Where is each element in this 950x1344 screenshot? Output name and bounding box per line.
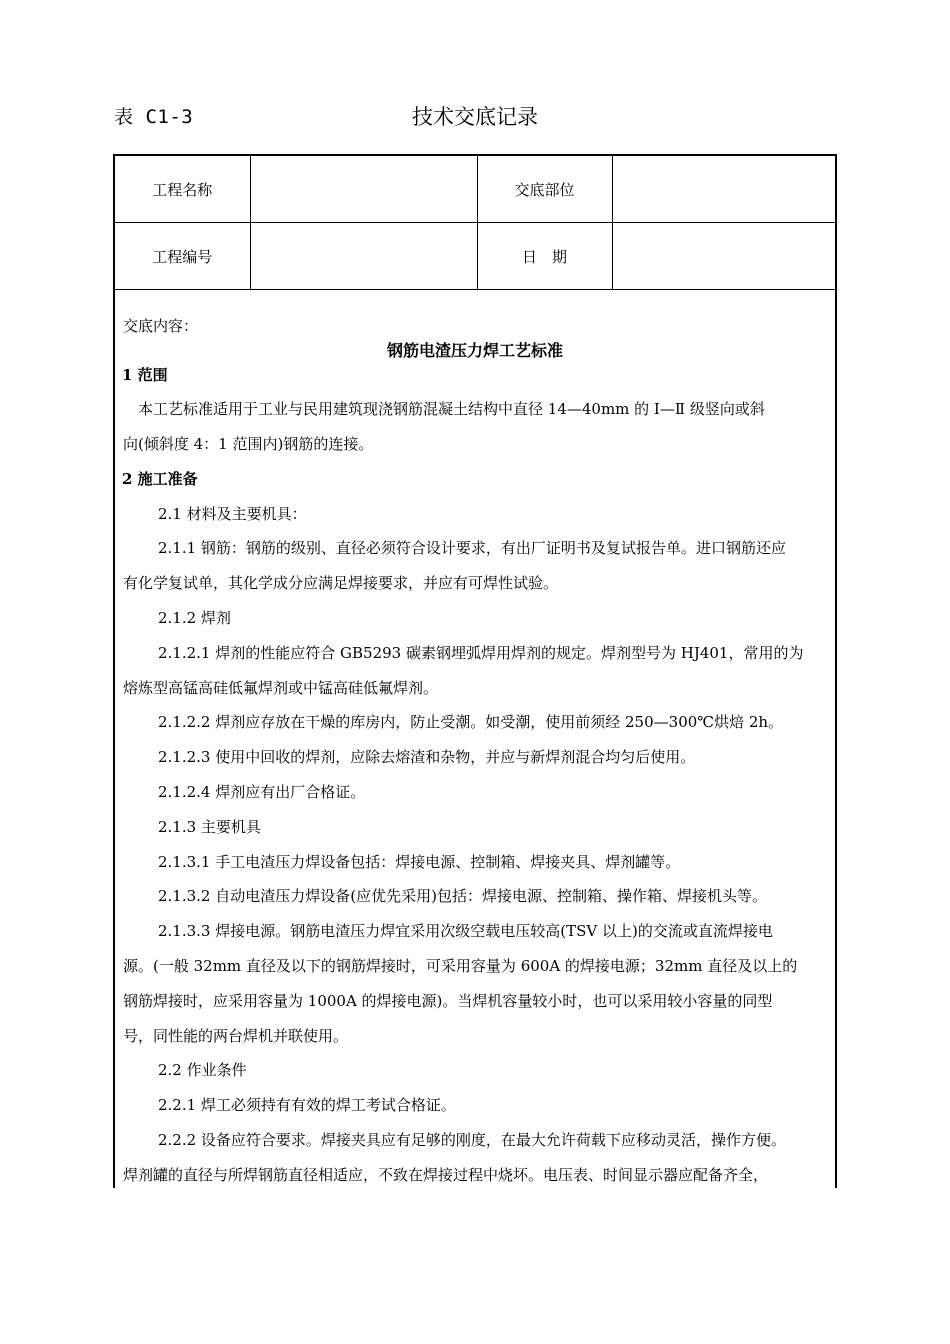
content-line: 2.1.3 主要机具: [158, 818, 261, 836]
content-line: 向(倾斜度 4：1 范围内)钢筋的连接。: [123, 435, 374, 453]
content-line: 2.1.1 钢筋：钢筋的级别、直径必须符合设计要求，有出厂证明书及复试报告单。进口钢筋还应: [158, 539, 786, 557]
content-line: 本工艺标准适用于工业与民用建筑现浇钢筋混凝土结构中直径 14—40mm 的 I—Ⅱ 级竖向或斜: [138, 400, 765, 418]
date-label: 日 期: [477, 223, 612, 290]
content-heading: 钢筋电渣压力焊工艺标准: [386, 341, 563, 360]
form-code: 表 C1-3: [114, 106, 194, 128]
content-line: 焊剂罐的直径与所焊钢筋直径相适应，不致在焊接过程中烧坏。电压表、时间显示器应配备齐全，: [123, 1166, 769, 1184]
content-line: 2.1.2.3 使用中回收的焊剂，应除去熔渣和杂物，并应与新焊剂混合均匀后使用。: [158, 748, 696, 766]
content-intro-label: 交底内容：: [123, 317, 199, 335]
content-line: 2.1.2.1 焊剂的性能应符合 GB5293 碳素钢埋弧焊用焊剂的规定。焊剂型号为 HJ401，常用的为: [158, 644, 804, 662]
content-line: 2.2 作业条件: [158, 1061, 247, 1079]
content-line: 2.1 材料及主要机具：: [158, 505, 307, 523]
page-title: 技术交底记录: [412, 105, 538, 129]
content-line: 有化学复试单，其化学成分应满足焊接要求，并应有可焊性试验。: [123, 574, 559, 592]
project-name-field[interactable]: [250, 156, 477, 223]
project-no-field[interactable]: [250, 223, 477, 290]
record-form: [113, 154, 837, 1188]
section-heading: 1 范围: [122, 366, 168, 384]
location-field[interactable]: [612, 156, 835, 223]
content-line: 2.1.3.1 手工电渣压力焊设备包括：焊接电源、控制箱、焊接夹具、焊剂罐等。: [158, 853, 681, 871]
content-line: 2.2.2 设备应符合要求。焊接夹具应有足够的刚度，在最大允许荷载下应移动灵活，操作方便。: [158, 1131, 786, 1149]
info-table: [115, 156, 835, 290]
content-line: 2.1.2.4 焊剂应有出厂合格证。: [158, 783, 366, 801]
content-line: 号，同性能的两台焊机并联使用。: [123, 1027, 349, 1045]
project-no-label: 工程编号: [115, 223, 250, 290]
content-line: 2.1.3.2 自动电渣压力焊设备(应优先采用)包括：焊接电源、控制箱、操作箱、焊接机头等。: [158, 887, 767, 905]
content-line: 2.1.2 焊剂: [158, 609, 231, 627]
content-line: 2.1.2.2 焊剂应存放在干燥的库房内，防止受潮。如受潮，使用前须经 250—300℃烘焙 2h。: [158, 713, 784, 731]
content-line: 2.1.3.3 焊接电源。钢筋电渣压力焊宜采用次级空载电压较高(TSV 以上)的交流或直流焊接电: [158, 922, 773, 940]
content-line: 2.2.1 焊工必须持有有效的焊工考试合格证。: [158, 1096, 456, 1114]
content-line: 熔炼型高锰高硅低氟焊剂或中锰高硅低氟焊剂。: [123, 679, 439, 697]
content-line: 钢筋焊接时，应采用容量为 1000A 的焊接电源)。当焊机容量较小时，也可以采用较小容量的同型: [123, 992, 773, 1010]
content-line: 源。(一般 32mm 直径及以下的钢筋焊接时，可采用容量为 600A 的焊接电源；32mm 直径及以上的: [123, 957, 798, 975]
location-label: 交底部位: [477, 156, 612, 223]
project-name-label: 工程名称: [115, 156, 250, 223]
date-field[interactable]: [612, 223, 835, 290]
section-heading: 2 施工准备: [122, 470, 198, 488]
